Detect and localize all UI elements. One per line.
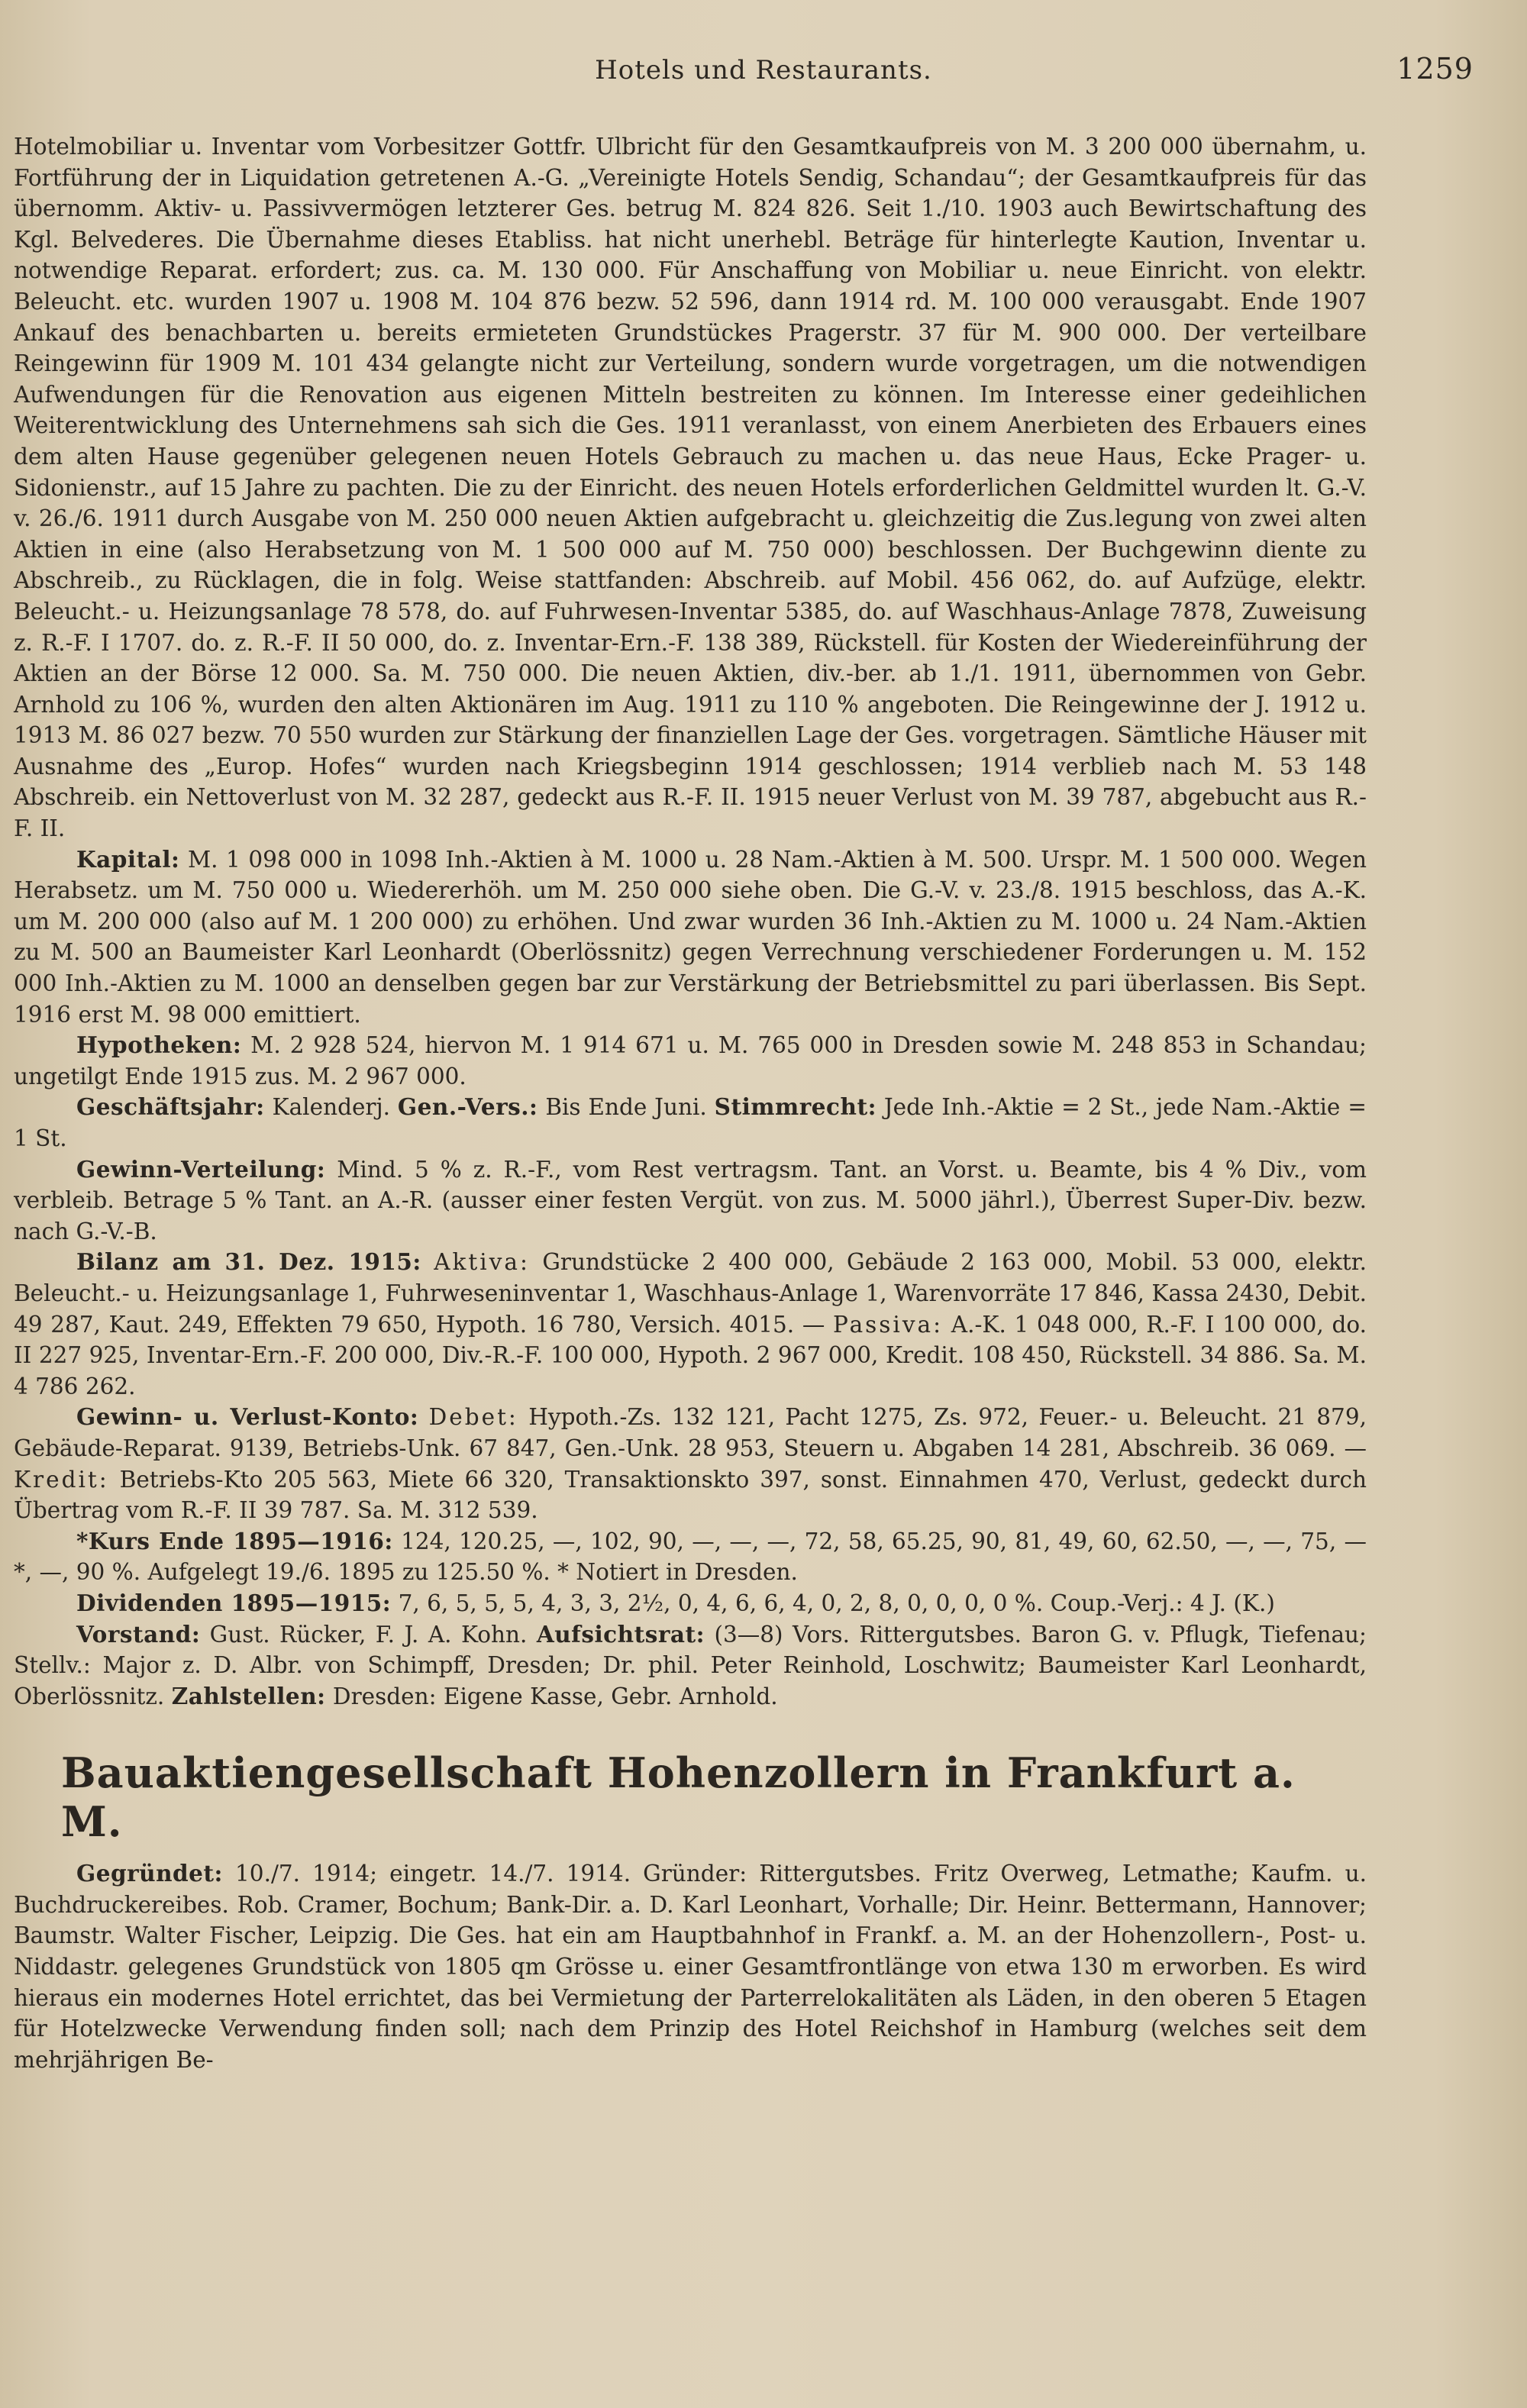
bilanz-passiva-text: A.-K. 1 048 000, R.-F. I 100 000, do. II 227 925, Inventar-Ern.-F. 200 000, Div.-R.-F. 100 000, Hypoth. 2 967 000, Kredit. 108 450, Rückstell. 34 886. Sa. M. 4 786 262. <box>14 1311 1367 1399</box>
genvers-text: Bis Ende Juni. <box>545 1094 707 1121</box>
page-body <box>14 131 1367 2075</box>
hypotheken-text: M. 2 928 524, hiervon M. 1 914 671 u. M. 765 000 in Dresden sowie M. 248 853 in Schandau; ungetilgt Ende 1915 zus. M. 2 967 000. <box>14 1032 1367 1089</box>
guv-debet-text: Hypoth.-Zs. 132 121, Pacht 1275, Zs. 972, Feuer.- u. Beleucht. 21 879, Gebäude-Reparat. 9139, Betriebs-Unk. 67 847, Gen.-Unk. 28 953, Steuern u. Abgaben 14 281, Abschreib. 36 069. — <box>14 1404 1367 1461</box>
vorstand-label: Vorstand: <box>76 1620 201 1648</box>
gewinnverteilung-label: Gewinn-Verteilung: <box>76 1155 326 1183</box>
aufsichtsrat-label: Aufsichtsrat: <box>536 1620 705 1648</box>
dividenden-label: Dividenden 1895—1915: <box>76 1589 392 1616</box>
bilanz-paragraph <box>14 1247 1367 1402</box>
zahlstellen-text: Dresden: Eigene Kasse, Gebr. Arnhold. <box>332 1683 778 1709</box>
stimmrecht-text: Jede Inh.-Aktie = 2 St., jede Nam.-Aktie = 1 St. <box>14 1094 1367 1151</box>
stimmrecht-label: Stimmrecht: <box>714 1093 876 1121</box>
article-intro <box>14 131 1367 844</box>
guv-kredit-text: Betriebs-Kto 205 563, Miete 66 320, Transaktionskto 397, sonst. Einnahmen 470, Verlust, gedeckt durch Übertrag vom R.-F. II 39 787. Sa. M. 312 539. <box>14 1466 1367 1524</box>
page-header <box>31 49 1496 95</box>
bilanz-aktiva-word: Aktiva: <box>434 1249 530 1276</box>
bilanz-aktiva-text: Grundstücke 2 400 000, Gebäude 2 163 000, Mobil. 53 000, elektr. Beleucht.- u. Heizungsanlage 1, Fuhrweseninventar 1, Waschhaus-Anlage 1, Warenvorräte 17 846, Kassa 2430, Debit. 49 287, Kaut. 249, Effekten 79 650, Hypoth. 16 780, Versich. 4015. — <box>14 1249 1367 1338</box>
gewinnverteilung-paragraph <box>14 1154 1367 1248</box>
gegruendet-label: Gegründet: <box>76 1860 223 1887</box>
dividenden-paragraph <box>14 1588 1367 1619</box>
guv-debet-word: Debet: <box>428 1404 518 1431</box>
bilanz-label: Bilanz am 31. Dez. 1915: <box>76 1248 421 1276</box>
kurs-label: *Kurs Ende 1895—1916: <box>76 1527 393 1554</box>
running-title: Hotels und Restaurants. <box>595 55 932 86</box>
section-title: Bauaktiengesellschaft Hohenzollern in Frankfurt a. M. <box>61 1748 1296 1847</box>
gegruendet-paragraph <box>14 1858 1367 2075</box>
bilanz-passiva-word: Passiva: <box>833 1311 944 1338</box>
guv-label: Gewinn- u. Verlust-Konto: <box>76 1403 419 1431</box>
page-number: 1259 <box>1396 52 1474 86</box>
gewinnverteilung-text: Mind. 5 % z. R.-F., vom Rest vertragsm. Tant. an Vorst. u. Beamte, bis 4 % Div., vom verbleib. Betrage 5 % Tant. an A.-R. (ausser einer festen Vergüt. von zus. M. 5000 jährl.), Überrest Super-Div. bezw. nach G.-V.-B. <box>14 1156 1367 1244</box>
geschaeftsjahr-paragraph <box>14 1092 1367 1154</box>
genvers-label: Gen.-Vers.: <box>397 1093 538 1121</box>
aufsichtsrat-text: (3—8) Vors. Rittergutsbes. Baron G. v. Pflugk, Tiefenau; Stellv.: Major z. D. Albr. von Schimpff, Dresden; Dr. phil. Peter Reinhold, Loschwitz; Baumeister Karl Leonhardt, Oberlössnitz. <box>14 1621 1367 1709</box>
kapital-label: Kapital: <box>76 845 180 873</box>
zahlstellen-label: Zahlstellen: <box>171 1682 326 1709</box>
kapital-paragraph <box>14 844 1367 1031</box>
kapital-text: M. 1 098 000 in 1098 Inh.-Aktien à M. 1000 u. 28 Nam.-Aktien à M. 500. Urspr. M. 1 500 000. Wegen Herabsetz. um M. 750 000 u. Wiedererhöh. um M. 250 000 siehe oben. Die G.-V. v. 23./8. 1915 beschloss, das A.-K. um M. 200 000 (also auf M. 1 200 000) zu erhöhen. Und zwar wurden 36 Inh.-Aktien zu M. 1000 u. 24 Nam.-Aktien zu M. 500 an Baumeister Karl Leonhardt (Oberlössnitz) gegen Verrechnung verschiedener Forderungen u. M. 152 000 Inh.-Aktien zu M. 1000 an denselben gegen bar zur Verstärkung der Betriebsmittel zu pari überlassen. Bis Sept. 1916 erst M. 98 000 emittiert. <box>14 846 1367 1028</box>
dividenden-text: 7, 6, 5, 5, 5, 4, 3, 3, 2½, 0, 4, 6, 6, 4, 0, 2, 8, 0, 0, 0, 0 %. Coup.-Verj.: 4 J. (K.) <box>398 1590 1275 1616</box>
guv-kredit-word: Kredit: <box>14 1466 109 1493</box>
geschaeftsjahr-text: Kalenderj. <box>272 1094 391 1121</box>
hypotheken-label: Hypotheken: <box>76 1031 242 1059</box>
intro-text: Hotelmobiliar u. Inventar vom Vorbesitzer Gottfr. Ulbricht für den Gesamtkaufpreis von M. 3 200 000 übernahm, u. Fortführung der in Liquidation getretenen A.-G. „Vereinigte Hotels Sendig, Schandau“; der Gesamtkaufpreis für das übernomm. Aktiv- u. Passivvermögen letzterer Ges. betrug M. 824 826. Seit 1./10. 1903 auch Bewirtschaftung des Kgl. Belvederes. Die Übernahme dieses Etabliss. hat nicht unerhebl. Beträge für hinterlegte Kaution, Inventar u. notwendige Reparat. erfordert; zus. ca. M. 130 000. Für Anschaffung von Mobiliar u. neue Einricht. von elektr. Beleucht. etc. wurden 1907 u. 1908 M. 104 876 bezw. 52 596, dann 1914 rd. M. 100 000 verausgabt. Ende 1907 Ankauf des benachbarten u. bereits ermieteten Grundstückes Pragerstr. 37 für M. 900 000. Der verteilbare Reingewinn für 1909 M. 101 434 gelangte nicht zur Verteilung, sondern wurde vorgetragen, um die notwendigen Aufwendungen für die Renovation aus eigenen Mitteln bestreiten zu können. Im Interesse einer gedeihlichen Weiterentwicklung des Unternehmens sah sich die Ges. 1911 veranlasst, von einem Anerbieten des Erbauers eines dem alten Hause gegenüber gelegenen neuen Hotels Gebrauch zu machen u. das neue Haus, Ecke Prager- u. Sidonienstr., auf 15 Jahre zu pachten. Die zu der Einricht. des neuen Hotels erforderlichen Geldmittel wurden lt. G.-V. v. 26./6. 1911 durch Ausgabe von M. 250 000 neuen Aktien aufgebracht u. gleichzeitig die Zus.legung von zwei alten Aktien in eine (also Herabsetzung von M. 1 500 000 auf M. 750 000) beschlossen. Der Buchgewinn diente zu Abschreib., zu Rücklagen, die in folg. Weise stattfanden: Abschreib. auf Mobil. 456 062, do. auf Aufzüge, elektr. Beleucht.- u. Heizungsanlage 78 578, do. auf Fuhrwesen-Inventar 5385, do. auf Waschhaus-Anlage 7878, Zuweisung z. R.-F. I 1707. do. z. R.-F. II 50 000, do. z. Inventar-Ern.-F. 138 389, Rückstell. für Kosten der Wiedereinführung der Aktien an der Börse 12 000. Sa. M. 750 000. Die neuen Aktien, div.-ber. ab 1./1. 1911, übernommen von Gebr. Arnhold zu 106 %, wurden den alten Aktionären im Aug. 1911 zu 110 % angeboten. Die Reingewinne der J. 1912 u. 1913 M. 86 027 bezw. 70 550 wurden zur Stärkung der finanziellen Lage der Ges. vorgetragen. Sämtliche Häuser mit Ausnahme des „Europ. Hofes“ wurden nach Kriegsbeginn 1914 geschlossen; 1914 verblieb nach M. 53 148 Abschreib. ein Nettoverlust von M. 32 287, gedeckt aus R.-F. II. 1915 neuer Verlust von M. 39 787, abgebucht aus R.-F. II. <box>14 134 1367 842</box>
vorstand-text: Gust. Rücker, F. J. A. Kohn. <box>209 1621 528 1648</box>
kurs-paragraph <box>14 1526 1367 1588</box>
hypotheken-paragraph <box>14 1030 1367 1092</box>
vorstand-paragraph <box>14 1619 1367 1712</box>
guv-paragraph <box>14 1402 1367 1525</box>
gegruendet-text: 10./7. 1914; eingetr. 14./7. 1914. Gründer: Rittergutsbes. Fritz Overweg, Letmathe; Kaufm. u. Buchdruckereibes. Rob. Cramer, Bochum; Bank-Dir. a. D. Karl Leonhart, Vorhalle; Dir. Heinr. Bettermann, Hannover; Baumstr. Walter Fischer, Leipzig. Die Ges. hat ein am Hauptbahnhof in Frankf. a. M. an der Hohenzollern-, Post- u. Niddastr. gelegenes Grundstück von 1805 qm Grösse u. einer Gesamtfrontlänge von etwa 130 m erworben. Es wird hieraus ein modernes Hotel errichtet, das bei Vermietung der Parterrelokalitäten als Läden, in den oberen 5 Etagen für Hotelzwecke Verwendung finden soll; nach dem Prinzip des Hotel Reichshof in Hamburg (welches seit dem mehrjährigen Be- <box>14 1861 1367 2073</box>
kurs-text: 124, 120.25, —, 102, 90, —, —, —, 72, 58, 65.25, 90, 81, 49, 60, 62.50, —, —, 75, —*, —, 90 %. Aufgelegt 19./6. 1895 zu 125.50 %. * Notiert in Dresden. <box>14 1528 1367 1586</box>
geschaeftsjahr-label: Geschäftsjahr: <box>76 1093 265 1121</box>
